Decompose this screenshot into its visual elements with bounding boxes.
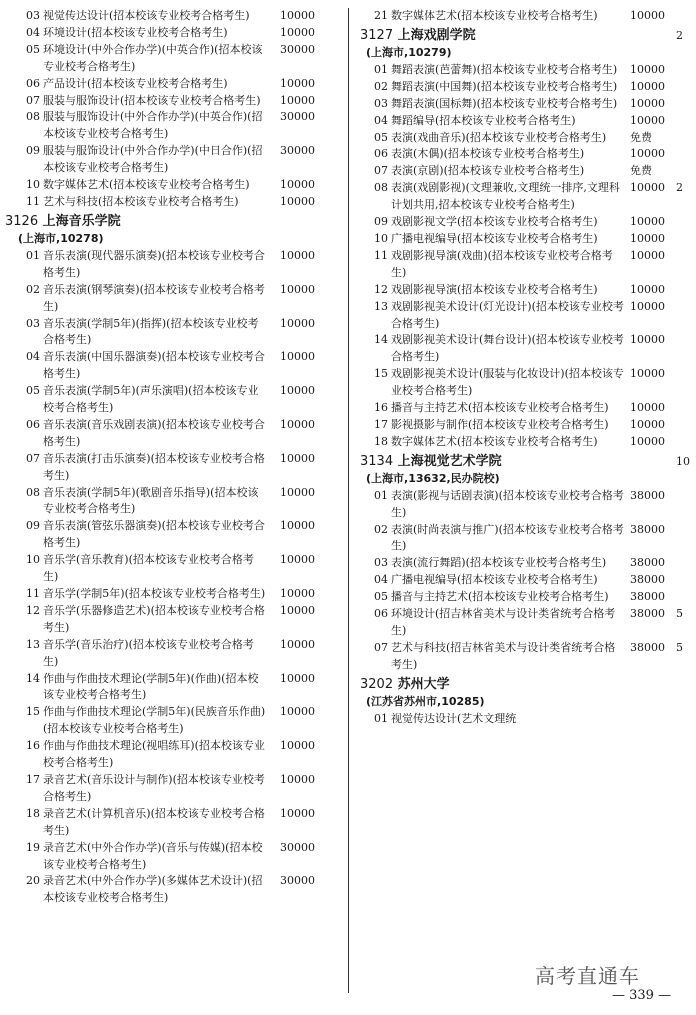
major-name: 广播电视编导(招本校该专业校考合格考生) xyxy=(391,231,598,245)
major-name: 音乐学(音乐治疗)(招本校该专业校考合格考生) xyxy=(43,637,254,668)
tuition-fee: 10000 xyxy=(630,215,665,229)
major-code: 16 xyxy=(374,401,388,415)
watermark: 高考直通车 xyxy=(535,964,640,988)
tuition-fee: 10000 xyxy=(630,113,665,127)
major-code: 05 xyxy=(374,590,388,604)
tuition-fee: 10000 xyxy=(280,9,315,22)
major-code: 07 xyxy=(374,164,388,178)
tuition-fee: 10000 xyxy=(280,519,315,533)
major-code: 03 xyxy=(26,9,40,22)
tuition-fee: 10000 xyxy=(280,384,315,398)
major-row xyxy=(352,640,696,674)
major-row xyxy=(352,400,696,417)
major-code: 02 xyxy=(374,522,388,536)
tuition-fee: 免费 xyxy=(630,164,652,178)
major-code: 09 xyxy=(374,215,388,229)
major-row xyxy=(352,180,696,214)
tuition-fee: 10000 xyxy=(280,178,315,192)
major-row xyxy=(352,146,696,163)
right-column xyxy=(352,8,696,728)
tuition-fee: 10000 xyxy=(630,9,665,22)
major-row xyxy=(0,485,345,519)
major-row xyxy=(0,76,345,93)
major-row xyxy=(352,417,696,434)
tuition-fee: 30000 xyxy=(280,42,315,56)
major-row xyxy=(352,332,696,366)
major-name: 广播电视编导(招本校该专业校考合格考生) xyxy=(391,573,598,587)
major-row xyxy=(352,248,696,282)
major-row xyxy=(352,434,696,451)
tuition-fee: 10000 xyxy=(630,231,665,245)
tuition-fee: 10000 xyxy=(280,93,315,107)
major-name: 舞蹈表演(中国舞)(招本校该专业校考合格考生) xyxy=(391,79,618,93)
major-code: 14 xyxy=(374,333,388,347)
tuition-fee: 10000 xyxy=(630,96,665,110)
tuition-fee: 10000 xyxy=(630,181,665,195)
major-code: 19 xyxy=(26,840,40,854)
major-row xyxy=(0,738,345,772)
major-name: 录音艺术(计算机音乐)(招本校该专业校考合格考生) xyxy=(43,806,265,837)
major-name: 音乐表演(音乐戏剧表演)(招本校该专业校考合格考生) xyxy=(43,417,265,448)
major-code: 08 xyxy=(374,181,388,195)
major-code: 10 xyxy=(374,231,388,245)
major-code: 12 xyxy=(374,282,388,296)
tuition-fee: 免费 xyxy=(630,130,652,144)
major-name: 音乐学(乐器修造艺术)(招本校该专业校考合格考生) xyxy=(43,603,265,634)
major-code: 03 xyxy=(374,96,388,110)
major-row xyxy=(0,671,345,705)
major-code: 16 xyxy=(26,739,40,753)
tuition-fee: 10000 xyxy=(280,25,315,39)
major-row xyxy=(0,8,345,25)
major-row xyxy=(0,772,345,806)
major-name: 戏剧影视文学(招本校该专业校考合格考生) xyxy=(391,215,598,229)
major-row xyxy=(352,555,696,572)
major-name: 录音艺术(音乐设计与制作)(招本校该专业校考合格考生) xyxy=(43,772,265,803)
major-name: 数字媒体艺术(招本校该专业校考合格考生) xyxy=(391,9,598,22)
major-name: 数字媒体艺术(招本校该专业校考合格考生) xyxy=(391,434,598,448)
major-code: 08 xyxy=(26,485,40,499)
major-code: 13 xyxy=(374,299,388,313)
major-name: 音乐表演(管弦乐器演奏)(招本校该专业校考合格考生) xyxy=(43,519,265,550)
major-row xyxy=(0,177,345,194)
major-name: 作曲与作曲技术理论(视唱练耳)(招本校该专业校考合格考生) xyxy=(43,739,265,770)
major-name: 音乐表演(学制5年)(声乐演唱)(招本校该专业校考合格考生) xyxy=(43,384,259,415)
major-row xyxy=(352,299,696,333)
tuition-fee: 10000 xyxy=(280,705,315,719)
major-row xyxy=(352,130,696,147)
major-row xyxy=(0,586,345,603)
major-row xyxy=(352,113,696,130)
tuition-fee: 10000 xyxy=(280,671,315,685)
major-code: 15 xyxy=(26,705,40,719)
tuition-fee: 38000 xyxy=(630,590,665,604)
tuition-fee: 38000 xyxy=(630,607,665,621)
tuition-fee: 10000 xyxy=(630,282,665,296)
tuition-fee: 38000 xyxy=(630,522,665,536)
major-code: 20 xyxy=(26,874,40,888)
major-row xyxy=(352,366,696,400)
major-name: 服装与服饰设计(招本校该专业校考合格考生) xyxy=(43,93,261,107)
tuition-fee: 10000 xyxy=(280,248,315,262)
major-code: 06 xyxy=(374,607,388,621)
school-location: (上海市,13632,民办院校) xyxy=(366,471,500,485)
major-code: 17 xyxy=(26,772,40,786)
major-name: 艺术与科技(招吉林省美术与设计类省统考合格考生) xyxy=(391,640,616,671)
major-name: 数字媒体艺术(招本校该专业校考合格考生) xyxy=(43,178,250,192)
major-code: 03 xyxy=(374,556,388,570)
tuition-fee: 38000 xyxy=(630,573,665,587)
plan-count: 2 xyxy=(676,181,683,195)
major-name: 舞蹈编导(招本校该专业校考合格考生) xyxy=(391,113,576,127)
major-name: 产品设计(招本校该专业校考合格考生) xyxy=(43,76,228,90)
column-divider xyxy=(348,8,349,993)
major-name: 表演(戏曲音乐)(招本校该专业校考合格考生) xyxy=(391,130,607,144)
tuition-fee: 10000 xyxy=(630,333,665,347)
major-name: 表演(时尚表演与推广)(招本校该专业校考合格考生) xyxy=(391,522,624,553)
school-location: (上海市,10278) xyxy=(18,231,104,245)
tuition-fee: 30000 xyxy=(280,110,315,124)
tuition-fee: 10000 xyxy=(630,434,665,448)
major-code: 06 xyxy=(374,147,388,161)
major-row xyxy=(352,62,696,79)
major-code: 12 xyxy=(26,603,40,617)
school-code: 3202 xyxy=(360,676,394,692)
major-row xyxy=(0,194,345,211)
major-name: 表演(影视与话剧表演)(招本校该专业校考合格考生) xyxy=(391,488,624,519)
major-code: 06 xyxy=(26,76,40,90)
major-row xyxy=(352,522,696,556)
major-row xyxy=(352,214,696,231)
tuition-fee: 38000 xyxy=(630,640,665,654)
major-row xyxy=(0,25,345,42)
major-name: 戏剧影视美术设计(灯光设计)(招本校该专业校考合格考生) xyxy=(391,299,624,330)
tuition-fee: 10000 xyxy=(280,603,315,617)
major-name: 音乐表演(钢琴演奏)(招本校该专业校考合格考生) xyxy=(43,282,265,313)
tuition-fee: 10000 xyxy=(280,417,315,431)
major-name: 艺术与科技(招本校该专业校考合格考生) xyxy=(43,194,239,208)
major-code: 04 xyxy=(26,350,40,364)
major-name: 戏剧影视美术设计(舞台设计)(招本校该专业校考合格考生) xyxy=(391,333,624,364)
tuition-fee: 10000 xyxy=(280,553,315,567)
major-code: 08 xyxy=(26,110,40,124)
major-row xyxy=(352,8,696,25)
tuition-fee: 10000 xyxy=(280,76,315,90)
school-location: (江苏省苏州市,10285) xyxy=(366,694,485,708)
tuition-fee: 38000 xyxy=(630,488,665,502)
major-name: 服装与服饰设计(中外合作办学)(中英合作)(招本校该专业校考合格考生) xyxy=(43,110,263,141)
major-code: 02 xyxy=(26,282,40,296)
major-row xyxy=(352,79,696,96)
major-code: 01 xyxy=(374,711,388,725)
major-code: 09 xyxy=(26,144,40,158)
school-code: 3127 xyxy=(360,27,394,43)
school-header xyxy=(0,213,345,230)
major-code: 05 xyxy=(26,384,40,398)
school-header xyxy=(352,453,696,470)
tuition-fee: 10000 xyxy=(630,417,665,431)
tuition-fee: 10000 xyxy=(630,401,665,415)
major-name: 作曲与作曲技术理论(学制5年)(民族音乐作曲)(招本校该专业校考合格考生) xyxy=(43,705,266,736)
tuition-fee: 10000 xyxy=(280,806,315,820)
major-code: 07 xyxy=(26,93,40,107)
page-number: — 339 — xyxy=(612,988,672,1003)
major-row xyxy=(0,417,345,451)
major-code: 14 xyxy=(26,671,40,685)
major-row xyxy=(0,552,345,586)
major-name: 服装与服饰设计(中外合作办学)(中日合作)(招本校该专业校考合格考生) xyxy=(43,144,263,175)
school-code: 3126 xyxy=(5,213,39,229)
major-row xyxy=(352,488,696,522)
major-code: 17 xyxy=(374,417,388,431)
major-code: 10 xyxy=(26,178,40,192)
plan-count: 5 xyxy=(676,640,683,654)
major-name: 录音艺术(中外合作办学)(多媒体艺术设计)(招本校该专业校考合格考生) xyxy=(43,874,263,905)
major-code: 05 xyxy=(374,130,388,144)
tuition-fee: 10000 xyxy=(280,316,315,330)
major-code: 07 xyxy=(26,451,40,465)
major-row xyxy=(352,711,696,728)
tuition-fee: 10000 xyxy=(630,79,665,93)
major-name: 影视摄影与制作(招本校该专业校考合格考生) xyxy=(391,417,609,431)
school-name: 上海戏剧学院 xyxy=(397,27,476,43)
major-row xyxy=(0,383,345,417)
major-row xyxy=(352,231,696,248)
major-row xyxy=(352,163,696,180)
major-code: 21 xyxy=(374,9,388,22)
tuition-fee: 10000 xyxy=(630,62,665,76)
tuition-fee: 38000 xyxy=(630,556,665,570)
tuition-fee: 10000 xyxy=(280,350,315,364)
major-code: 18 xyxy=(374,434,388,448)
major-code: 04 xyxy=(26,25,40,39)
major-code: 15 xyxy=(374,367,388,381)
tuition-fee: 10000 xyxy=(630,299,665,313)
major-code: 13 xyxy=(26,637,40,651)
major-row xyxy=(0,248,345,282)
major-row xyxy=(352,282,696,299)
major-row xyxy=(352,96,696,113)
tuition-fee: 30000 xyxy=(280,144,315,158)
major-row xyxy=(352,572,696,589)
major-code: 01 xyxy=(374,62,388,76)
major-code: 05 xyxy=(26,42,40,56)
major-row xyxy=(0,109,345,143)
major-code: 04 xyxy=(374,573,388,587)
major-row xyxy=(0,451,345,485)
tuition-fee: 10000 xyxy=(280,587,315,600)
school-header xyxy=(352,676,696,693)
major-name: 戏剧影视美术设计(服装与化妆设计)(招本校该专业校考合格考生) xyxy=(391,367,624,398)
major-name: 音乐学(学制5年)(招本校该专业校考合格考生) xyxy=(43,587,266,600)
school-header xyxy=(352,27,696,44)
major-row xyxy=(0,349,345,383)
major-name: 环境设计(招本校该专业校考合格考生) xyxy=(43,25,228,39)
major-code: 09 xyxy=(26,519,40,533)
left-column xyxy=(0,8,345,907)
major-row xyxy=(0,873,345,907)
major-name: 表演(京剧)(招本校该专业校考合格考生) xyxy=(391,164,585,178)
tuition-fee: 10000 xyxy=(280,739,315,753)
major-row xyxy=(0,42,345,76)
major-code: 02 xyxy=(374,79,388,93)
major-name: 戏剧影视导演(戏曲)(招本校该专业校考合格考生) xyxy=(391,248,613,279)
major-name: 音乐表演(打击乐演奏)(招本校该专业校考合格考生) xyxy=(43,451,265,482)
major-row xyxy=(0,143,345,177)
major-code: 10 xyxy=(26,553,40,567)
school-name: 苏州大学 xyxy=(397,676,450,692)
major-row xyxy=(0,316,345,350)
major-row xyxy=(352,606,696,640)
major-name: 表演(戏剧影视)(文理兼收,文理统一排序,文理科计划共用,招本校该专业校考合格考生) xyxy=(391,181,620,212)
school-name: 上海音乐学院 xyxy=(42,213,121,229)
major-row xyxy=(0,806,345,840)
major-name: 环境设计(中外合作办学)(中英合作)(招本校该专业校考合格考生) xyxy=(43,42,263,73)
major-row xyxy=(0,282,345,316)
plan-count: 5 xyxy=(676,607,683,621)
major-row xyxy=(0,93,345,110)
major-name: 音乐表演(现代器乐演奏)(招本校该专业校考合格考生) xyxy=(43,248,265,279)
major-name: 音乐表演(学制5年)(歌剧音乐指导)(招本校该专业校考合格考生) xyxy=(43,485,259,516)
major-name: 录音艺术(中外合作办学)(音乐与传媒)(招本校该专业校考合格考生) xyxy=(43,840,263,871)
tuition-fee: 10000 xyxy=(630,248,665,262)
tuition-fee: 30000 xyxy=(280,874,315,888)
major-code: 03 xyxy=(26,316,40,330)
major-row xyxy=(0,603,345,637)
major-code: 18 xyxy=(26,806,40,820)
major-name: 视觉传达设计(招本校该专业校考合格考生) xyxy=(43,9,250,22)
major-code: 01 xyxy=(374,488,388,502)
major-name: 音乐表演(学制5年)(指挥)(招本校该专业校考合格考生) xyxy=(43,316,259,347)
major-name: 播音与主持艺术(招本校该专业校考合格考生) xyxy=(391,590,609,604)
major-name: 视觉传达设计(艺术文理统 xyxy=(391,711,517,725)
major-name: 表演(流行舞蹈)(招本校该专业校考合格考生) xyxy=(391,556,607,570)
major-name: 作曲与作曲技术理论(学制5年)(作曲)(招本校该专业校考合格考生) xyxy=(43,671,259,702)
major-row xyxy=(352,589,696,606)
tuition-fee: 10000 xyxy=(280,451,315,465)
tuition-fee: 10000 xyxy=(280,194,315,208)
major-name: 音乐学(音乐教育)(招本校该专业校考合格考生) xyxy=(43,553,254,584)
school-name: 上海视觉艺术学院 xyxy=(397,453,502,469)
tuition-fee: 10000 xyxy=(280,282,315,296)
major-code: 04 xyxy=(374,113,388,127)
school-plan-count: 10 xyxy=(676,454,690,468)
major-name: 舞蹈表演(芭蕾舞)(招本校该专业校考合格考生) xyxy=(391,62,618,76)
tuition-fee: 10000 xyxy=(630,367,665,381)
major-code: 11 xyxy=(26,194,40,208)
tuition-fee: 10000 xyxy=(280,772,315,786)
tuition-fee: 10000 xyxy=(280,485,315,499)
major-name: 播音与主持艺术(招本校该专业校考合格考生) xyxy=(391,401,609,415)
major-row xyxy=(0,518,345,552)
major-code: 06 xyxy=(26,417,40,431)
major-code: 11 xyxy=(26,587,40,600)
tuition-fee: 10000 xyxy=(630,147,665,161)
tuition-fee: 10000 xyxy=(280,637,315,651)
major-name: 舞蹈表演(国标舞)(招本校该专业校考合格考生) xyxy=(391,96,618,110)
major-row xyxy=(0,637,345,671)
major-name: 戏剧影视导演(招本校该专业校考合格考生) xyxy=(391,282,598,296)
major-row xyxy=(0,840,345,874)
major-name: 环境设计(招吉林省美术与设计类省统考合格考生) xyxy=(391,607,616,637)
major-code: 11 xyxy=(374,248,388,262)
major-code: 01 xyxy=(26,248,40,262)
tuition-fee: 30000 xyxy=(280,840,315,854)
school-code: 3134 xyxy=(360,453,394,469)
school-plan-count: 2 xyxy=(676,28,683,42)
major-name: 音乐表演(中国乐器演奏)(招本校该专业校考合格考生) xyxy=(43,350,265,381)
school-location: (上海市,10279) xyxy=(366,45,452,59)
major-code: 07 xyxy=(374,640,388,654)
major-name: 表演(木偶)(招本校该专业校考合格考生) xyxy=(391,147,585,161)
major-row xyxy=(0,704,345,738)
